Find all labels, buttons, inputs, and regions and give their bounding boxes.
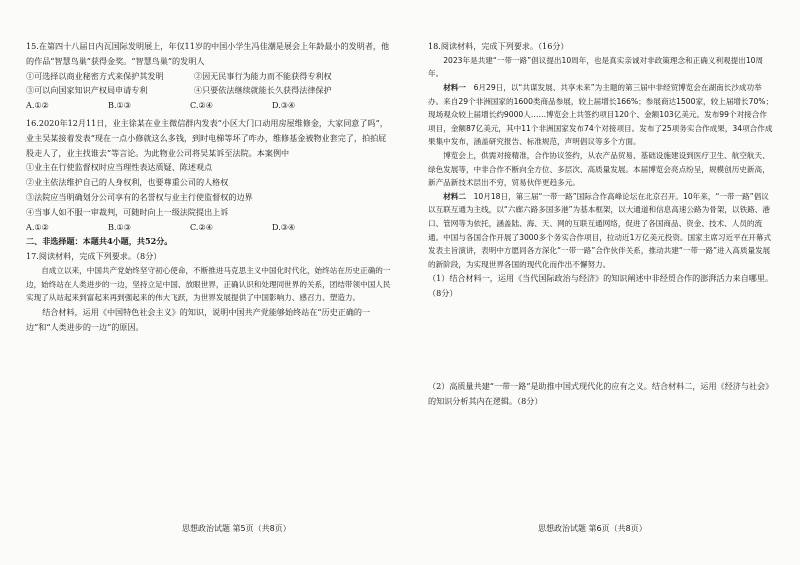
page-footer-left: 思想政治试题 第5页（共8页） xyxy=(182,524,291,533)
choice-a: A.①② xyxy=(26,221,49,232)
material-2-label: 材料二 xyxy=(443,191,466,201)
option-item: ④当事人如不服一审裁判，可随时向上一级法院提出上诉 xyxy=(26,206,229,217)
material-1 xyxy=(428,81,774,149)
material-1-label: 材料一 xyxy=(443,82,466,92)
sub-question-1: （1）结合材料一，运用《当代国际政治与经济》的知识阐述中非经贸合作的澎湃活力来自哪里。（8分） xyxy=(428,273,774,299)
choice-d: D.③④ xyxy=(272,221,296,232)
option-item: ②因无民事行为能力而不能获得专利权 xyxy=(194,70,332,81)
choice-b: B.①③ xyxy=(108,221,132,232)
option-item: ①业主在行使监督权时应当理性表达质疑、陈述观点 xyxy=(26,162,213,173)
section-heading: 二、非选择题：本题共4小题，共52分。 xyxy=(26,236,173,247)
choice-b: B.①③ xyxy=(108,100,132,111)
question-15-stem: 15.在第四十八届日内瓦国际发明展上，年仅11岁的中国小学生冯佳潮是展会上年龄最小的发明者，他的作品“智慧鸟巢”获得金奖。“智慧鸟巢”的发明人 xyxy=(26,41,390,66)
option-item: ④只要依法继续就能长久获得法律保护 xyxy=(194,85,332,96)
left-page-column xyxy=(26,0,394,334)
question-15-options xyxy=(26,69,394,99)
option-item: ③可以向国家知识产权局申请专利 xyxy=(26,85,148,96)
question-17-prompt: 结合材料，运用《中国特色社会主义》的知识，说明中国共产党能够始终站在“历史正确的一边”和“人类进步的一边”的原因。 xyxy=(26,306,371,332)
material-2-text: 10月18日，第三届“一带一路”国际合作高峰论坛在北京召开。10年来，“一带一路”倡议以互联互通为主线，以“六廊六路多国多港”为基本框架，以大通道和信息高速公路为骨架，以铁路、港口、管网等为依托，涵盖陆、海、天、网的互联互通网络，促进了各国商品、资金、技术、人员的流通。中国与各国合作开展了3000多个务实合作项目，拉动近1万亿美元投资。国家主席习近平在开幕式发表主旨演讲，表明中方愿同各方深化“一带一路”合作伙伴关系，推动共建“一带一路”进入高质量发展的新阶段，为实现世界各国的现代化而作出不懈努力。 xyxy=(428,191,772,269)
question-16-stem: 16.2020年12月11日，业主徐某在业主微信群内发表“小区大门口动用房屋维修金，大家同意了吗”，业主吴某接着发表“现在一点小修就这么多钱，到时电梯等坏了咋办，维修基金被物业套完了，拍拍屁股走人了，业主找谁去”等言论。为此物业公司将吴某诉至法院。本案例中 xyxy=(26,117,388,158)
option-item: ③法院应当明确划分公司享有的名誉权与业主行使监督权的边界 xyxy=(26,191,253,202)
material-2 xyxy=(428,190,774,272)
question-15-choices xyxy=(26,98,394,113)
option-item: ①可选择以商业秘密方式来保护其发明 xyxy=(26,70,164,81)
material-1-continued: 博览会上，供需对接精准，合作协议签约，从农产品贸易、基础设施建设到医疗卫生、航空航天、绿色发展等，中非合作不断向全方位、多层次、高质量发展。本届博览会亮点纷呈，规模创历史新高，新产品新技术层出不穷，贸易伙伴更趋多元。 xyxy=(428,150,770,188)
question-17-material: 自成立以来，中国共产党始终坚守初心使命，不断推进马克思主义中国化时代化，始终站在历史正确的一边，始终站在人类进步的一边，坚持立足中国、放眼世界，正确认识和处理同世界的关系，团结带领中国人民实现了从站起来到富起来再到强起来的伟大飞跃，为世界发展提供了中国影响力、感召力、塑造力。 xyxy=(26,265,391,303)
sub-question-2: （2）高质量共建“一带一路”是助推中国式现代化的应有之义。结合材料二，运用《经济与社会》的知识分析其内在逻辑。（8分） xyxy=(428,380,774,406)
choice-a: A.①② xyxy=(26,100,49,111)
choice-c: C.②④ xyxy=(190,100,213,111)
question-16-choices xyxy=(26,220,394,235)
question-18-intro: 2023年是共建“一带一路”倡议提出10周年，也是真实亲诚对非政策理念和正确义利观提出10周年。 xyxy=(428,55,764,79)
right-page-column xyxy=(428,0,774,408)
question-17-stem: 17.阅读材料，完成下列要求。（8分） xyxy=(26,251,162,262)
answer-space-1 xyxy=(428,301,774,379)
page-footer-right: 思想政治试题 第6页（共8页） xyxy=(538,524,647,533)
question-18-stem: 18.阅读材料，完成下列要求。（16分） xyxy=(428,41,569,51)
material-1-text: 6月29日，以“共谋发展、共享未来”为主题的第三届中非经贸博览会在湖南长沙成功举办。来自29个非洲国家的1600类商品参展，较上届增长166%；参展商达1500家，较上届增长70%；现场观众较上届增长约9000人……博览会上共签约项目120个、金额103亿美元。发布99个对接合作项目，金额87亿美元，其中11个非洲国家发布74个对接项目。发布了25项务实合作成果，34项合作成果集中发布，涵盖研究报告、标准规范，声明倡议等多个方面。 xyxy=(428,82,774,147)
choice-d: D.③④ xyxy=(272,100,296,111)
choice-c: C.②④ xyxy=(190,221,213,232)
option-item: ②业主依法维护自己的人身权利，也要尊重公司的人格权 xyxy=(26,177,229,188)
